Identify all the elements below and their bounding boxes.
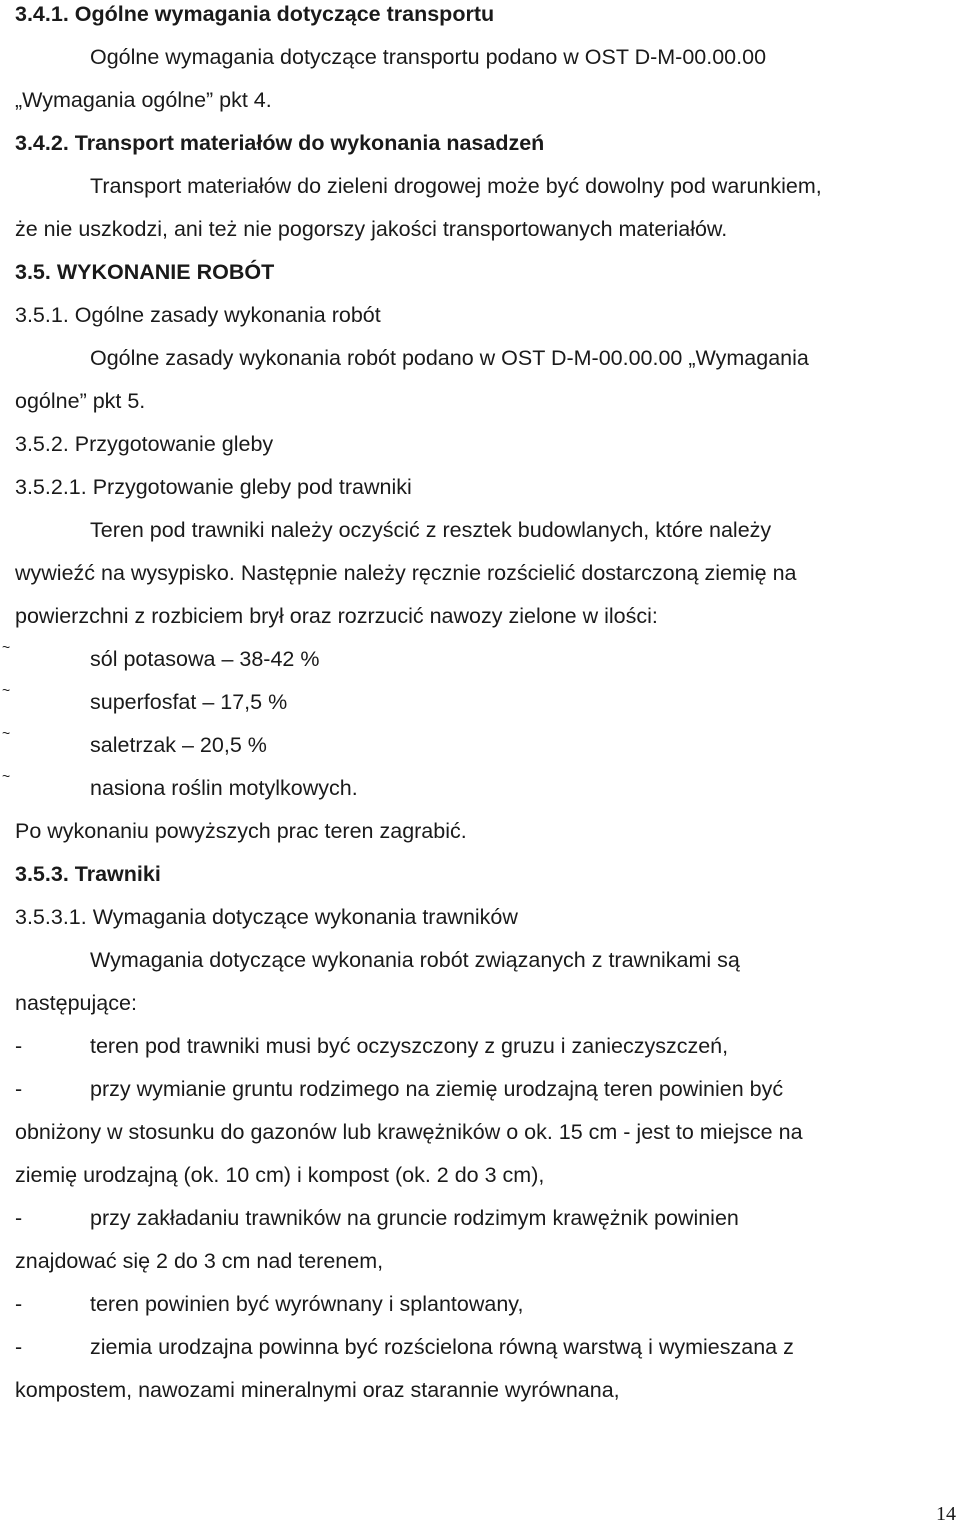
dash-bullet-icon: -	[15, 1206, 23, 1230]
fertilizer-list-item: saletrzak – 20,5 %	[90, 733, 267, 757]
tilde-bullet-icon: ~	[2, 725, 11, 741]
requirement-item-line: obniżony w stosunku do gazonów lub krawężników o ok. 15 cm - jest to miejsce na	[15, 1120, 803, 1144]
tilde-bullet-icon: ~	[2, 682, 11, 698]
section-3-5-3-1-heading: 3.5.3.1. Wymagania dotyczące wykonania trawników	[15, 905, 518, 929]
tilde-bullet-icon: ~	[2, 768, 11, 784]
section-3-5-2-heading: 3.5.2. Przygotowanie gleby	[15, 432, 274, 456]
section-3-5-2-1-paragraph-line-2: wywieźć na wysypisko. Następnie należy ręcznie rozścielić dostarczoną ziemię na	[15, 561, 797, 585]
fertilizer-list-item: superfosfat – 17,5 %	[90, 690, 288, 714]
section-3-4-2-paragraph-line-2: że nie uszkodzi, ani też nie pogorszy jakości transportowanych materiałów.	[15, 217, 728, 241]
requirement-item-line: ziemia urodzajna powinna być rozścielona równą warstwą i wymieszana z	[90, 1335, 794, 1359]
section-3-5-2-1-paragraph-line-3: powierzchni z rozbiciem brył oraz rozrzucić nawozy zielone w ilości:	[15, 604, 658, 628]
section-3-4-1-heading: 3.4.1. Ogólne wymagania dotyczące transportu	[15, 2, 495, 26]
dash-bullet-icon: -	[15, 1034, 23, 1058]
fertilizer-list-item: sól potasowa – 38-42 %	[90, 647, 320, 671]
requirement-item-line: teren pod trawniki musi być oczyszczony z gruzu i zanieczyszczeń,	[90, 1034, 729, 1058]
requirement-item-line: przy zakładaniu trawników na gruncie rodzimym krawężnik powinien	[90, 1206, 739, 1230]
section-3-4-1-paragraph-line-1: Ogólne wymagania dotyczące transportu podano w OST D-M-00.00.00	[90, 45, 767, 69]
section-3-4-2-heading: 3.4.2. Transport materiałów do wykonania nasadzeń	[15, 131, 545, 155]
requirement-item-line: znajdować się 2 do 3 cm nad terenem,	[15, 1249, 384, 1273]
section-3-4-1-paragraph-line-2: „Wymagania ogólne” pkt 4.	[15, 88, 272, 112]
section-3-5-2-1-heading: 3.5.2.1. Przygotowanie gleby pod trawniki	[15, 475, 412, 499]
section-3-5-2-1-closing-sentence: Po wykonaniu powyższych prac teren zagrabić.	[15, 819, 467, 843]
section-3-5-heading: 3.5. WYKONANIE ROBÓT	[15, 260, 275, 284]
dash-bullet-icon: -	[15, 1292, 23, 1316]
fertilizer-list-item: nasiona roślin motylkowych.	[90, 776, 358, 800]
requirement-item-line: kompostem, nawozami mineralnymi oraz starannie wyrównana,	[15, 1378, 620, 1402]
requirement-item-line: przy wymianie gruntu rodzimego na ziemię urodzajną teren powinien być	[90, 1077, 784, 1101]
dash-bullet-icon: -	[15, 1335, 23, 1359]
section-3-5-1-paragraph-line-2: ogólne” pkt 5.	[15, 389, 146, 413]
section-3-5-3-heading: 3.5.3. Trawniki	[15, 862, 161, 886]
section-3-5-1-paragraph-line-1: Ogólne zasady wykonania robót podano w OST D-M-00.00.00 „Wymagania	[90, 346, 809, 370]
page-number: 14	[936, 1503, 956, 1525]
section-3-5-3-1-paragraph-line-2: następujące:	[15, 991, 137, 1015]
section-3-5-1-heading: 3.5.1. Ogólne zasady wykonania robót	[15, 303, 381, 327]
tilde-bullet-icon: ~	[2, 639, 11, 655]
dash-bullet-icon: -	[15, 1077, 23, 1101]
section-3-5-3-1-paragraph-line-1: Wymagania dotyczące wykonania robót związanych z trawnikami są	[90, 948, 740, 972]
section-3-4-2-paragraph-line-1: Transport materiałów do zieleni drogowej może być dowolny pod warunkiem,	[90, 174, 822, 198]
requirement-item-line: teren powinien być wyrównany i splantowany,	[90, 1292, 524, 1316]
requirement-item-line: ziemię urodzajną (ok. 10 cm) i kompost (ok. 2 do 3 cm),	[15, 1163, 545, 1187]
section-3-5-2-1-paragraph-line-1: Teren pod trawniki należy oczyścić z resztek budowlanych, które należy	[90, 518, 772, 542]
